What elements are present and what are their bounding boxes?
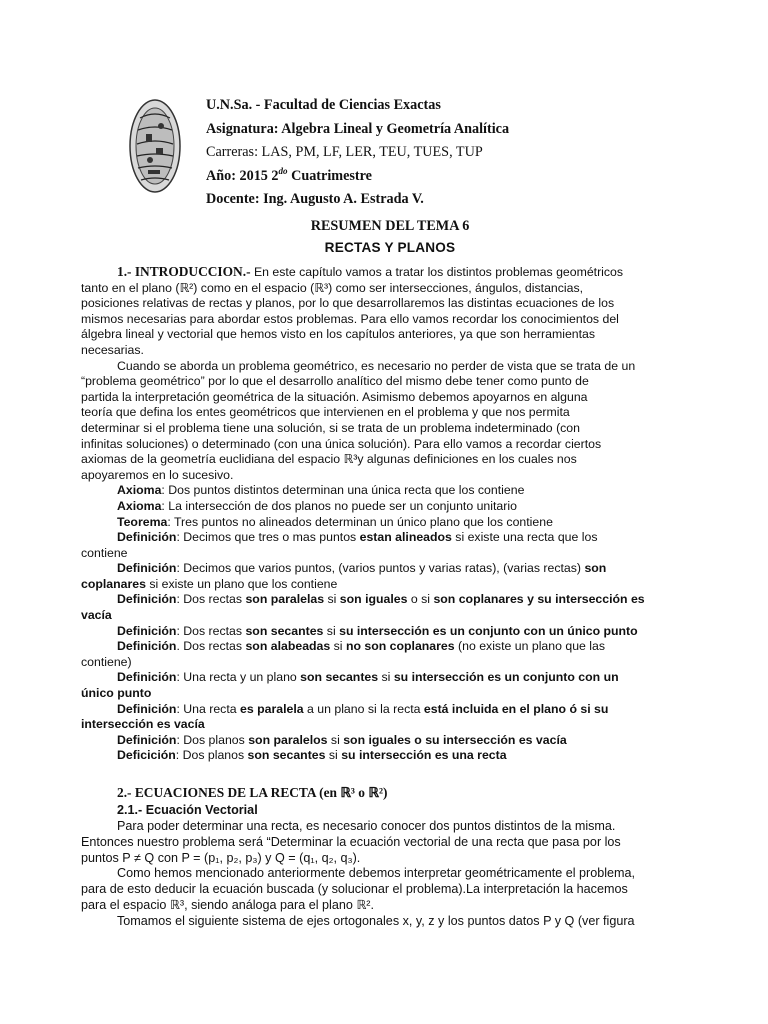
carreras-label: Carreras	[206, 144, 255, 160]
definition-text: : Decimos que varios puntos, (varios puntos y varias ratas), (varias rectas)	[176, 561, 585, 576]
docente-label: Docente	[206, 191, 255, 207]
definition-item	[81, 530, 673, 561]
definition-text: si	[325, 748, 342, 763]
definition-continuation	[81, 546, 673, 562]
text-line: Como hemos mencionado anteriormente debemos interpretar geométricamente el problema,	[117, 866, 636, 881]
asignatura-label: Asignatura	[206, 120, 274, 137]
section-2-1-heading: 2.1.- Ecuación Vectorial	[117, 803, 258, 817]
definition-line	[117, 624, 673, 640]
text-line: apoyaremos en lo sucesivo.	[81, 467, 234, 482]
definition-text: vacía	[81, 608, 112, 623]
definition-text: son	[584, 561, 607, 576]
definition-text: : Dos planos	[175, 748, 248, 763]
definition-continuation	[81, 686, 673, 702]
section-2-1-paragraph-2	[81, 866, 677, 913]
definition-continuation	[81, 655, 673, 671]
docente-line	[206, 188, 509, 212]
definition-keyword: Definición	[117, 530, 177, 545]
anio-tail: Cuatrimestre	[287, 167, 372, 184]
document-body	[81, 264, 673, 764]
definition-text: son iguales o su intersección es vacía	[343, 732, 567, 747]
anio-line	[206, 165, 509, 189]
definition-text: está incluida en el plano ó si su	[423, 701, 609, 716]
text-line: teoría que defina los entes geométricos que intervienen en el problema y que nos permita	[81, 405, 570, 420]
definition-item	[117, 624, 673, 640]
definition-text: si	[378, 670, 394, 685]
text-line: posiciones relativas de rectas y planos, por lo que desarrollaremos las distintas ecuaciones de los	[81, 296, 615, 311]
definition-text: si	[330, 639, 346, 654]
definition-text: (no existe un plano que las	[454, 639, 606, 654]
definition-continuation	[81, 717, 673, 733]
section-2-1-paragraph-3: Tomamos el siguiente sistema de ejes ortogonales x, y, z y los puntos datos P y Q (ver figura	[117, 913, 635, 928]
intro-heading: 1.- INTRODUCCION.-	[117, 264, 251, 279]
definition-line	[117, 733, 673, 749]
definition-text: contiene)	[81, 654, 132, 669]
definition-line	[117, 639, 673, 655]
anio-label: Año	[206, 167, 232, 184]
definition-text: intersección es vacía	[81, 717, 205, 732]
text-line: axiomas de la geometría euclidiana del espacio ℝ³y algunas definiciones en los cuales nos	[81, 452, 577, 467]
definition-text: a un plano si la recta	[303, 701, 424, 716]
definition-text: son secantes	[247, 748, 326, 763]
definition-item	[81, 670, 673, 701]
carreras-line	[206, 141, 509, 165]
definition-keyword: Teorema	[117, 514, 168, 529]
docente-value: : Ing. Augusto A. Estrada V.	[254, 191, 424, 207]
definition-line	[117, 702, 673, 718]
text-line: infinitas soluciones) o determinado (con una única solución). Para ello vamos a recordar ciertos	[81, 436, 602, 451]
anio-value: : 2015 2	[231, 167, 279, 184]
text-line: Cuando se aborda un problema geométrico, es necesario no perder de vista que se trata de un	[117, 358, 636, 373]
definition-line	[117, 530, 673, 546]
resumen-title: RESUMEN DEL TEMA 6	[310, 218, 470, 234]
definition-keyword: Definición	[117, 623, 177, 638]
definition-text: : Dos rectas	[176, 623, 246, 638]
section-2	[81, 784, 677, 930]
definition-text: su intersección es una recta	[341, 748, 507, 763]
text-line: Entonces nuestro problema será “Determinar la ecuación vectorial de una recta que pasa por los	[81, 834, 621, 849]
definition-text: son paralelos	[248, 732, 328, 747]
asignatura-line	[206, 118, 509, 142]
definition-keyword: Definición	[117, 561, 177, 576]
definition-text: estan alineados	[359, 530, 452, 545]
text-line: partida la interpretación geométrica de la situación. Asimismo debemos apoyarnos en alguna	[81, 389, 588, 404]
definition-text: son paralelas	[245, 592, 325, 607]
definition-text: son secantes	[300, 670, 379, 685]
text-line: álgebra lineal y vectorial que hemos visto en los capítulos anteriores, ya que son herramientas	[81, 327, 596, 342]
definition-text: : Dos planos	[176, 732, 249, 747]
definition-text: es paralela	[240, 701, 304, 716]
definition-text: si	[327, 732, 344, 747]
definition-text: : Una recta y un plano	[176, 670, 301, 685]
definition-text: son coplanares y su intersección es	[433, 592, 645, 607]
definition-continuation	[81, 608, 673, 624]
definition-keyword: Definición	[117, 732, 177, 747]
definition-text: único punto	[81, 686, 152, 701]
definition-text: su intersección es un conjunto con un	[393, 670, 619, 685]
definition-keyword: Axioma	[117, 483, 162, 498]
definition-line	[117, 592, 673, 608]
definition-text: son iguales	[339, 592, 408, 607]
text-line: mismos necesarias para abordar estos problemas. Para ello vamos recordar los conocimientos del	[81, 311, 619, 326]
section-2-1-paragraph-1	[81, 819, 677, 866]
intro-line-0: En este capítulo vamos a tratar los distintos problemas geométricos	[250, 265, 624, 279]
text-line: “problema geométrico” por lo que el desarrollo analítico del mismo debe tener como punto de	[81, 374, 589, 389]
definition-continuation	[81, 577, 673, 593]
definition-text: : Tres puntos no alineados determinan un único plano que los contiene	[167, 514, 553, 529]
definition-text: contiene	[81, 545, 128, 560]
intro-paragraph	[81, 264, 673, 483]
institution-line	[206, 94, 509, 118]
definition-text: son secantes	[245, 623, 324, 638]
tema-title: RECTAS Y PLANOS	[324, 240, 456, 255]
definition-text: si existe un plano que los contiene	[145, 576, 338, 591]
definition-line	[117, 748, 673, 764]
definition-text: : Dos puntos distintos determinan una única recta que los contiene	[161, 483, 525, 498]
definition-text: : Dos rectas	[176, 592, 246, 607]
institution-text: U.N.Sa. - Facultad de Ciencias Exactas	[206, 97, 441, 113]
definition-item	[81, 701, 673, 733]
definition-text: : Una recta	[176, 701, 240, 716]
text-line: necesarias.	[81, 342, 144, 357]
definition-keyword: Definición	[117, 639, 177, 654]
definition-item	[117, 733, 673, 749]
definition-text: : Decimos que tres o mas puntos	[176, 530, 360, 545]
definition-line	[117, 670, 673, 686]
definition-item	[117, 515, 673, 531]
definition-keyword: Definición	[117, 670, 177, 685]
anio-superscript: do	[278, 165, 288, 176]
definition-text: . Dos rectas	[176, 639, 246, 654]
definition-item	[81, 561, 673, 592]
definition-item	[81, 592, 673, 623]
text-line: Para poder determinar una recta, es necesario conocer dos puntos distintos de la misma.	[117, 819, 616, 833]
definition-line	[117, 561, 673, 577]
definition-text: coplanares	[81, 576, 146, 591]
definition-line	[117, 499, 673, 515]
definition-item	[81, 639, 673, 670]
document-header	[206, 94, 509, 212]
asignatura-value: : Algebra Lineal y Geometría Analítica	[273, 120, 510, 137]
text-line: para de esto deducir la ecuación buscada (y solucionar el problema).La interpretación la hacemos	[81, 882, 628, 897]
section-2-heading: 2.- ECUACIONES DE LA RECTA (en ℝ³ o ℝ²)	[117, 785, 388, 800]
definition-text: si	[323, 623, 340, 638]
definition-keyword: Definición	[117, 701, 177, 716]
definition-item	[117, 483, 673, 499]
carreras-value: : LAS, PM, LF, LER, TEU, TUES, TUP	[254, 144, 483, 160]
intro-p1-lines	[81, 281, 673, 359]
text-line: para el espacio ℝ³, siendo análoga para el plano ℝ².	[81, 897, 374, 912]
definition-keyword: Definición	[117, 592, 177, 607]
definition-line	[117, 515, 673, 531]
definition-keyword: Deficición	[117, 748, 176, 763]
text-line: determinar si el problema tiene una solución, si se trata de un problema indeterminado (con	[81, 420, 580, 435]
definition-text: : La intersección de dos planos no puede ser un conjunto unitario	[161, 498, 517, 513]
definition-text: su intersección es un conjunto con un único punto	[339, 623, 638, 638]
intro-p2-lines	[81, 359, 673, 484]
definition-item	[117, 748, 673, 764]
definition-text: son alabeadas	[245, 639, 331, 654]
definition-text: si existe una recta que los	[451, 530, 598, 545]
definitions-list	[81, 483, 673, 764]
definition-item	[117, 499, 673, 515]
definition-text: o si	[407, 592, 434, 607]
text-line: tanto en el plano (ℝ²) como en el espacio (ℝ³) como ser intersecciones, ángulos, distancias,	[81, 280, 584, 295]
definition-keyword: Axioma	[117, 498, 162, 513]
definition-text: no son coplanares	[345, 639, 455, 654]
text-line: puntos P ≠ Q con P = (p₁, p₂, p₃) y Q = (q₁, q₂, q₃).	[81, 850, 361, 865]
definition-text: si	[324, 592, 340, 607]
university-seal-logo	[128, 98, 182, 194]
definition-line	[117, 483, 673, 499]
